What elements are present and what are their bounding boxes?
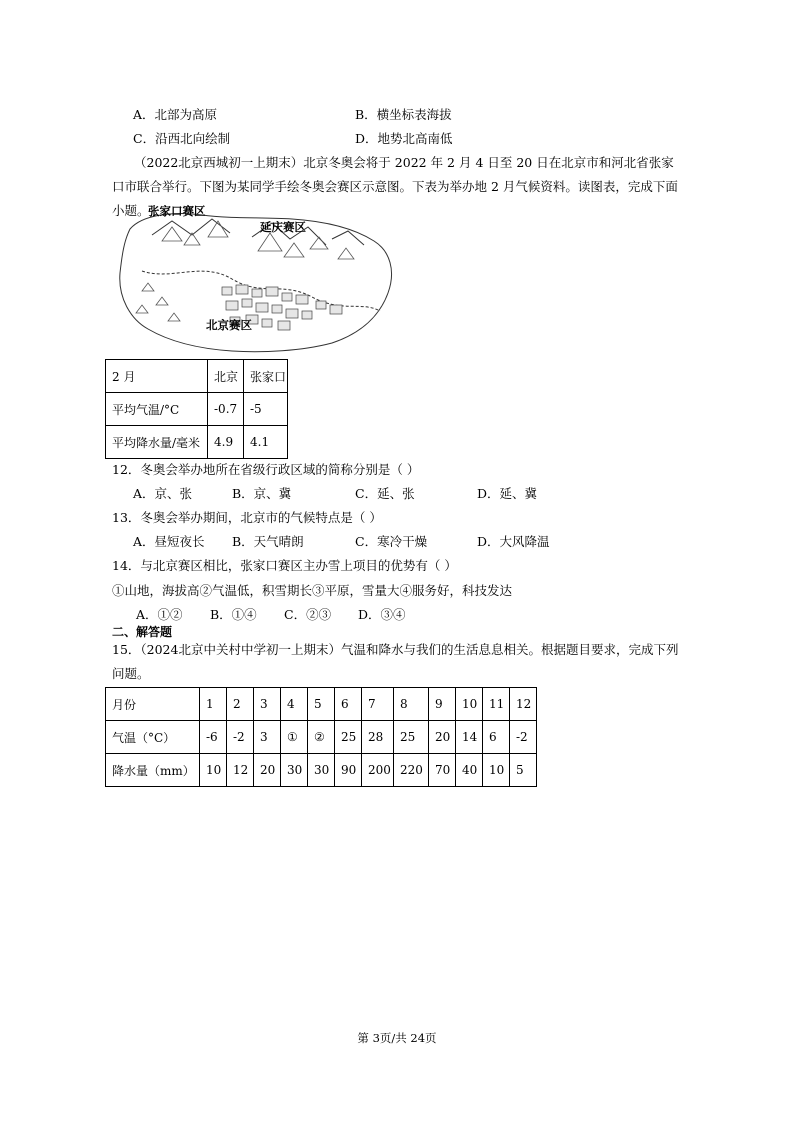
q12-stem: 12．冬奥会举办地所在省级行政区域的简称分别是（ ） (112, 462, 420, 477)
q14-option-d: D．③④ (358, 607, 406, 622)
q13-option-b: B．天气晴朗 (232, 534, 304, 549)
q11-option-c: C．沿西北向绘制 (133, 131, 231, 146)
table-cell: 6 (335, 688, 362, 721)
table-cell: 月份 (106, 688, 200, 721)
table-cell: 90 (335, 754, 362, 787)
q14-option-c: C．②③ (284, 607, 332, 622)
table-row (106, 688, 537, 721)
table-cell: 10 (456, 688, 483, 721)
table-cell: ① (281, 721, 308, 754)
q11-option-a: A．北部为高原 (133, 107, 218, 122)
intro-paragraph: （2022北京西城初一上期末）北京冬奥会将于 2022 年 2 月 4 日至 20 日在北京市和河北省张家口市联合举行。下图为某同学手绘冬奥会赛区示意图。下表为举办地 2 月气候资料。读图表，完成下面小题。 (112, 155, 678, 218)
table-cell: 12 (510, 688, 537, 721)
page-footer: 第 3页/共 24页 (357, 1031, 437, 1045)
table-cell: ② (308, 721, 335, 754)
table-row (106, 721, 537, 754)
map-label-beijing: 北京赛区 (206, 318, 252, 332)
table-cell: 4 (281, 688, 308, 721)
winter-olympics-venue-map (112, 201, 398, 355)
table-cell: 北京 (208, 360, 244, 393)
table-cell: 4.9 (208, 426, 244, 459)
table-cell: 14 (456, 721, 483, 754)
table-cell: -2 (227, 721, 254, 754)
table-cell: 10 (483, 754, 510, 787)
table-cell: 11 (483, 688, 510, 721)
q13-option-d: D．大风降温 (477, 534, 550, 549)
table-cell: 平均降水量/毫米 (106, 426, 208, 459)
table-row (106, 426, 288, 459)
table-cell: 10 (200, 754, 227, 787)
table-cell: 5 (510, 754, 537, 787)
table-cell: 28 (362, 721, 394, 754)
climate-table (105, 359, 288, 459)
q15-stem: 15．（2024北京中关村中学初一上期末）气温和降水与我们的生活息息相关。根据题目要求，完成下列问题。 (112, 642, 679, 681)
table-row (106, 360, 288, 393)
table-cell: 张家口 (244, 360, 288, 393)
table-cell: 3 (254, 721, 281, 754)
table-cell: 20 (254, 754, 281, 787)
q13-stem: 13．冬奥会举办期间，北京市的气候特点是（ ） (112, 510, 382, 525)
table-cell: 25 (335, 721, 362, 754)
table-cell: 2 月 (106, 360, 208, 393)
q14-stem: 14．与北京赛区相比，张家口赛区主办雪上项目的优势有（ ） (112, 558, 457, 573)
q12-option-c: C．延、张 (355, 486, 415, 501)
table-cell: 降水量（mm） (106, 754, 200, 787)
table-cell: 8 (394, 688, 429, 721)
table-cell: -6 (200, 721, 227, 754)
table-cell: -0.7 (208, 393, 244, 426)
q12-option-b: B．京、冀 (232, 486, 292, 501)
table-cell: 200 (362, 754, 394, 787)
table-cell: 12 (227, 754, 254, 787)
q12-option-d: D．延、冀 (477, 486, 538, 501)
map-outline (120, 214, 392, 352)
table-cell: -5 (244, 393, 288, 426)
q14-option-a: A．①② (136, 607, 183, 622)
table-cell: 4.1 (244, 426, 288, 459)
map-label-zhangjiakou: 张家口赛区 (148, 204, 206, 218)
q12-option-a: A．京、张 (133, 486, 193, 501)
table-cell: 9 (429, 688, 456, 721)
table-cell: -2 (510, 721, 537, 754)
table-cell: 3 (254, 688, 281, 721)
q13-option-a: A．昼短夜长 (133, 534, 205, 549)
table-cell: 30 (308, 754, 335, 787)
table-cell: 25 (394, 721, 429, 754)
q14-option-b: B．①④ (210, 607, 257, 622)
section-title: 二、解答题 (112, 625, 173, 639)
table-row (106, 754, 537, 787)
q14-items: ①山地，海拔高②气温低，积雪期长③平原，雪量大④服务好，科技发达 (112, 583, 513, 598)
table-cell: 2 (227, 688, 254, 721)
q11-option-d: D．地势北高南低 (355, 131, 453, 146)
table-cell: 1 (200, 688, 227, 721)
q13-option-c: C．寒冷干燥 (355, 534, 428, 549)
table-cell: 70 (429, 754, 456, 787)
monthly-climate-table (105, 687, 537, 787)
table-cell: 6 (483, 721, 510, 754)
table-cell: 平均气温/°C (106, 393, 208, 426)
table-cell: 气温（°C） (106, 721, 200, 754)
map-label-yanqing: 延庆赛区 (260, 220, 306, 234)
table-cell: 30 (281, 754, 308, 787)
table-row (106, 393, 288, 426)
table-cell: 40 (456, 754, 483, 787)
table-cell: 5 (308, 688, 335, 721)
table-cell: 220 (394, 754, 429, 787)
table-cell: 20 (429, 721, 456, 754)
q11-option-b: B．横坐标表海拔 (355, 107, 452, 122)
table-cell: 7 (362, 688, 394, 721)
